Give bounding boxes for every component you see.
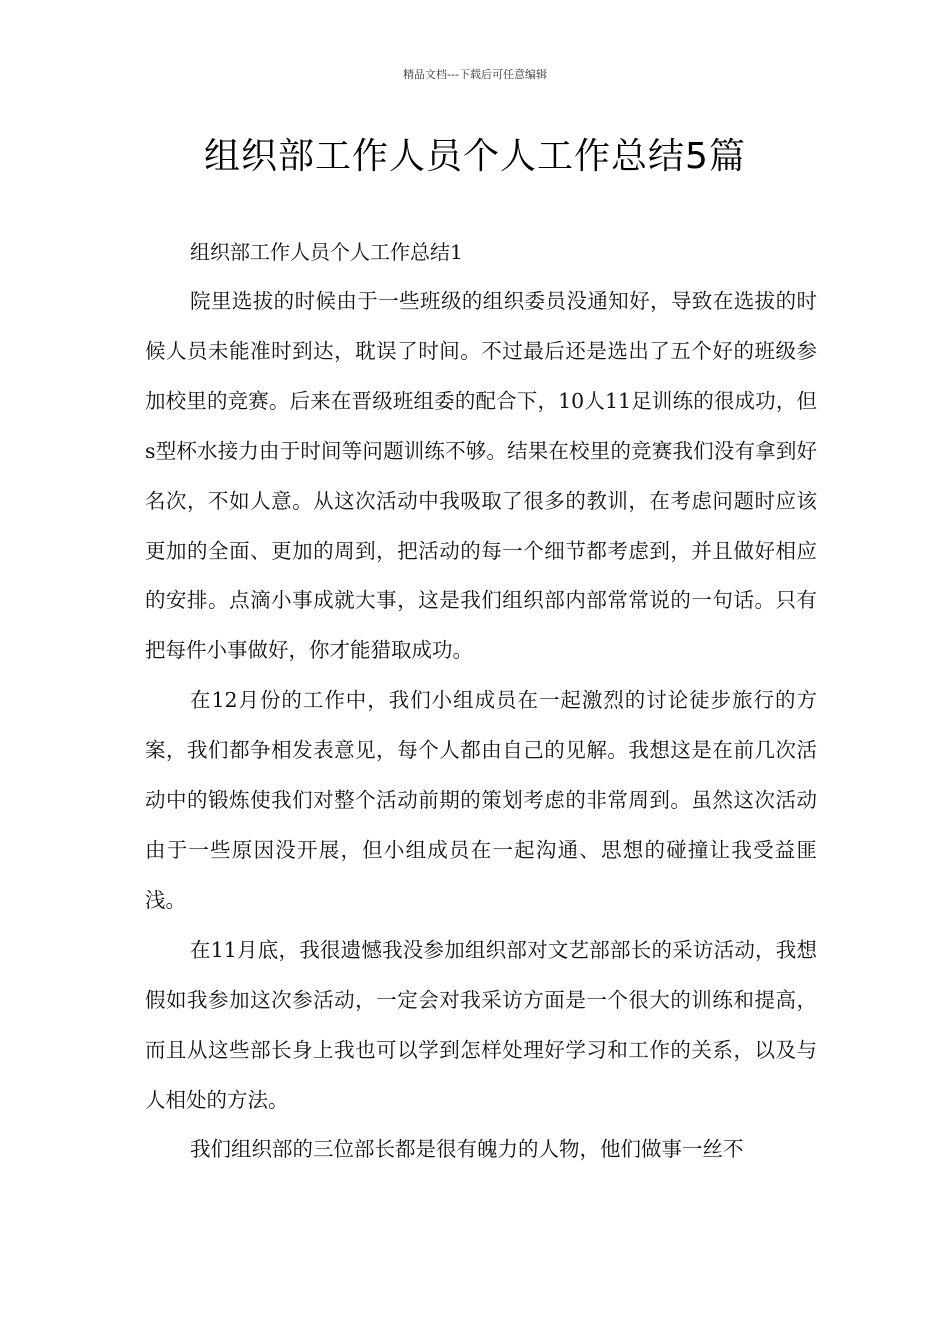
paragraph-3: 在11月底，我很遗憾我没参加组织部对文艺部部长的采访活动，我想假如我参加这次参活动，一定会对我采访方面是一个很大的训练和提高，而且从这些部长身上我也可以学到怎样处理好学习和工作的关系，以及与人相处的方法。 <box>145 937 817 1112</box>
paragraph-4: 我们组织部的三位部长都是很有魄力的人物，他们做事一丝不 <box>190 1137 744 1162</box>
section-heading: 组织部工作人员个人工作总结1 <box>190 240 463 264</box>
paragraph-2: 在12月份的工作中，我们小组成员在一起激烈的讨论徒步旅行的方案，我们都争相发表意见，每个人都由自己的见解。我想这是在前几次活动中的锻炼使我们对整个活动前期的策划考虑的非常周到。虽然这次活动由于一些原因没开展，但小组成员在一起沟通、思想的碰撞让我受益匪浅。 <box>145 688 817 912</box>
header-note: 精品文档---下载后可任意编辑 <box>403 68 547 81</box>
body-text <box>145 277 817 1175</box>
document-title: 组织部工作人员个人工作总结5篇 <box>204 136 746 177</box>
paragraph-1: 院里选拔的时候由于一些班级的组织委员没通知好，导致在选拔的时候人员未能准时到达，耽误了时间。不过最后还是选出了五个好的班级参加校里的竞赛。后来在晋级班组委的配合下，10人11足训练的很成功，但s型杯水接力由于时间等问题训练不够。结果在校里的竞赛我们没有拿到好名次，不如人意。从这次活动中我吸取了很多的教训，在考虑问题时应该更加的全面、更加的周到，把活动的每一个细节都考虑到，并且做好相应的安排。点滴小事成就大事，这是我们组织部内部常常说的一句话。只有把每件小事做好，你才能猎取成功。 <box>145 289 817 663</box>
